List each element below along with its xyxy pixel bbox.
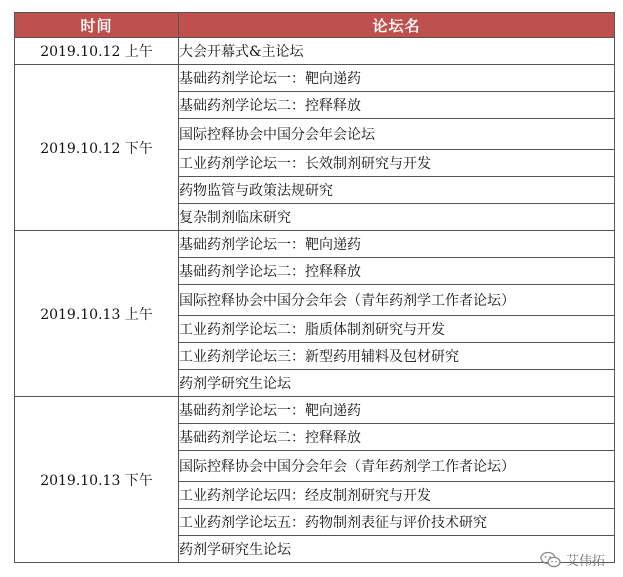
forum-name: 工业药剂学论坛四：经皮制剂研究与开发 [179,482,615,509]
forum-name: 复杂制剂临床研究 [179,204,615,231]
forum-name: 国际控释协会中国分会年会论坛 [179,119,615,150]
forum-name: 国际控释协会中国分会年会（青年药剂学工作者论坛） [179,451,615,482]
header-row [15,13,615,38]
forum-name: 工业药剂学论坛三：新型药用辅料及包材研究 [179,343,615,370]
schedule-table [14,12,615,563]
forum-name: 药剂学研究生论坛 [179,536,615,563]
table-row [15,231,615,258]
session-time: 2019.10.13 下午 [15,397,179,563]
header-forum: 论坛名 [179,13,615,38]
forum-name: 工业药剂学论坛一：长效制剂研究与开发 [179,150,615,177]
forum-name: 工业药剂学论坛二：脂质体制剂研究与开发 [179,316,615,343]
forum-name: 大会开幕式&主论坛 [179,38,615,65]
watermark [540,550,605,569]
session-time: 2019.10.13 上午 [15,231,179,397]
table-row [15,397,615,424]
forum-name: 基础药剂学论坛一：靶向递药 [179,231,615,258]
session-time: 2019.10.12 上午 [15,38,179,65]
forum-name: 基础药剂学论坛二：控释释放 [179,258,615,285]
forum-name: 基础药剂学论坛一：靶向递药 [179,397,615,424]
forum-name: 基础药剂学论坛二：控释释放 [179,92,615,119]
wechat-icon [540,551,562,569]
header-time: 时间 [15,13,179,38]
forum-name: 国际控释协会中国分会年会（青年药剂学工作者论坛） [179,285,615,316]
forum-name: 基础药剂学论坛二：控释释放 [179,424,615,451]
forum-name: 基础药剂学论坛一：靶向递药 [179,65,615,92]
table-row [15,38,615,65]
forum-name: 药物监管与政策法规研究 [179,177,615,204]
forum-name: 工业药剂学论坛五：药物制剂表征与评价技术研究 [179,509,615,536]
forum-name: 药剂学研究生论坛 [179,370,615,397]
watermark-text: 艾伟拓 [565,554,605,569]
session-time: 2019.10.12 下午 [15,65,179,231]
table-row [15,65,615,92]
